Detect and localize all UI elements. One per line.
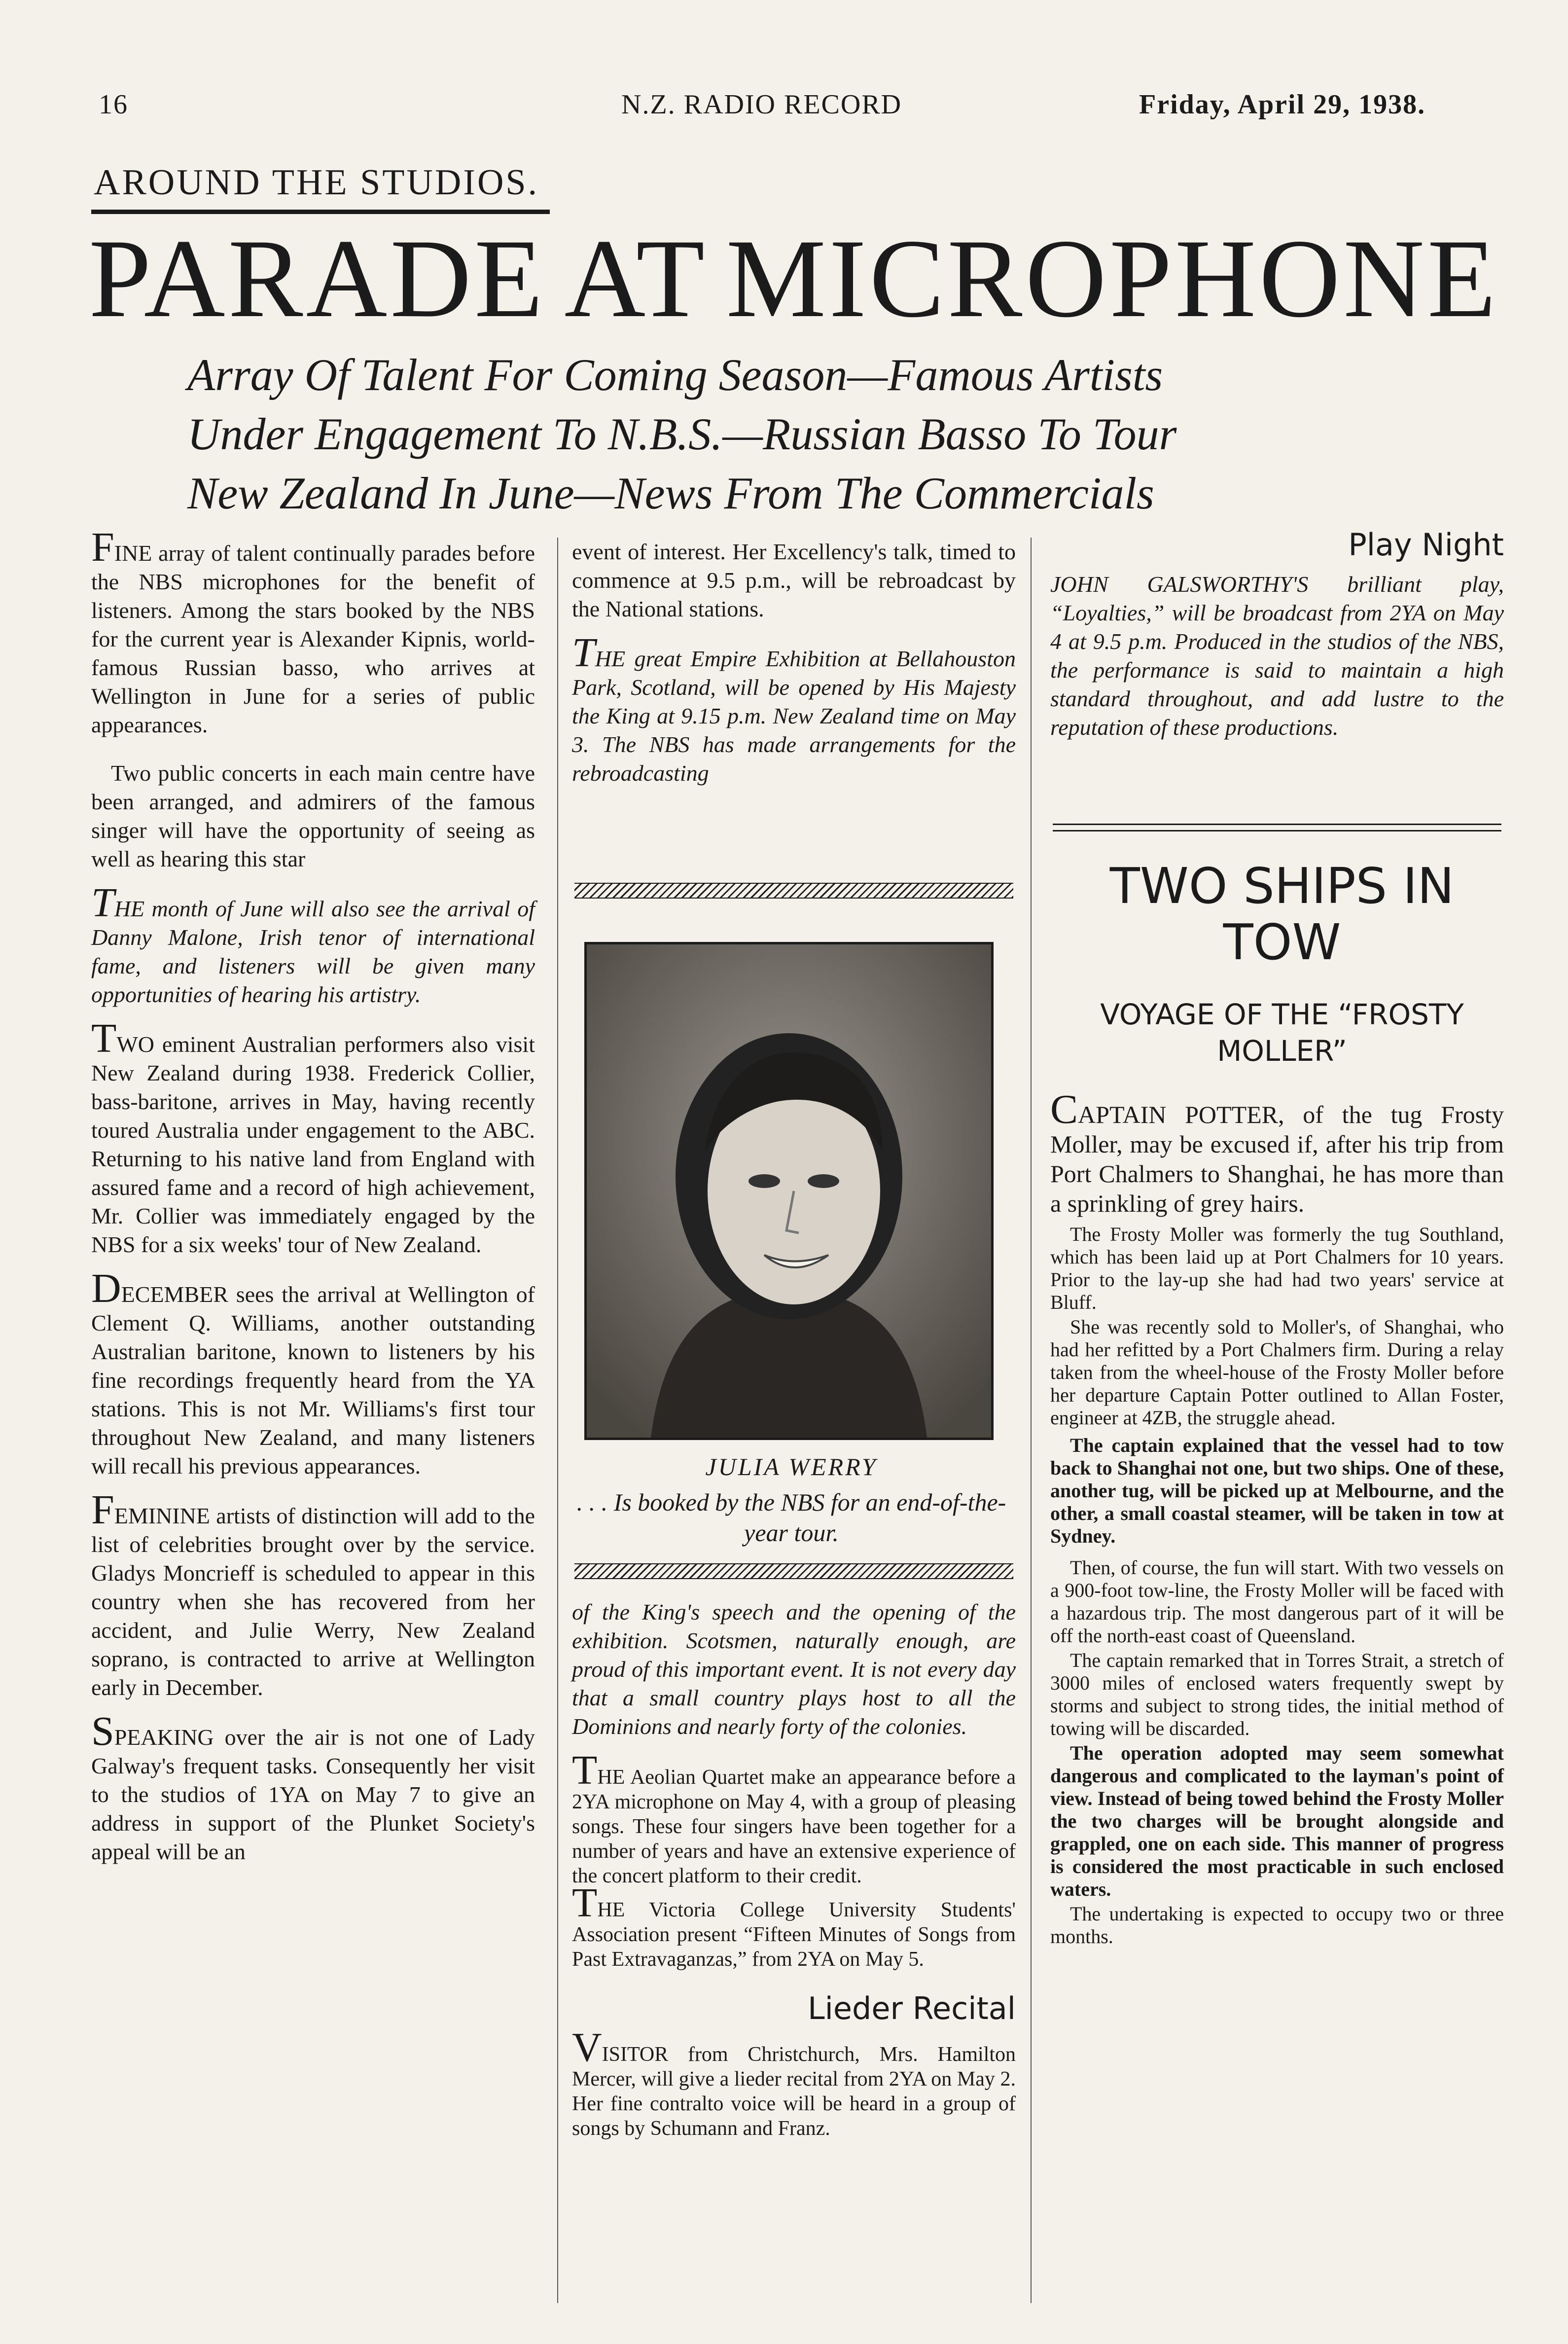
wavy-rule-2 xyxy=(574,1563,1013,1579)
two-ships-subtitle: VOYAGE OF THE “FROSTY MOLLER” xyxy=(1100,998,1464,1068)
para-concerts: Two public concerts in each main centre have been arranged, and admirers of the famous singer will have the opportunity of seeing as well as hearing this star xyxy=(91,760,535,871)
para-galway: SPEAKING over the air is not one of Lady Galway's frequent tasks. Consequently her visit to the studios of 1YA on May 7 to give an address in support of the Plunket Society's appeal will be an xyxy=(91,1708,535,1864)
headline-word-microphone: MICROPHONE xyxy=(726,216,1499,341)
column-1 xyxy=(91,524,535,1886)
publication-name: N.Z. RADIO RECORD xyxy=(621,89,902,120)
headline-word-at: AT xyxy=(564,216,708,341)
para-williams: DECEMBER sees the arrival at Wellington of Clement Q. Williams, another outstanding Australian baritone, known to listeners by his fine recordings frequently heard from the YA stations. This is not Mr. Williams's first tour throughout New Zealand, and many listeners will recall his previous appearances. xyxy=(91,1265,535,1479)
column-2-top xyxy=(572,538,1016,807)
subhead-line-2: Under Engagement To N.B.S.—Russian Basso To Tour xyxy=(187,409,1177,459)
play-night-title: Play Night xyxy=(1348,527,1504,563)
para-galsworthy: JOHN GALSWORTHY'S brilliant play, “Loyalties,” will be broadcast from 2YA on May 4 at 9.5 p.m. Produced in the studios of the NBS, the performance is said to maintain a high standard throughout, and add lustre to the reputation of these productions. xyxy=(1050,572,1504,740)
double-rule xyxy=(1053,824,1501,831)
para-lieder-recital: VISITOR from Christchurch, Mrs. Hamilton Mercer, will give a lieder recital from 2YA on May 2. Her fine contralto voice will be heard in a group of songs by Schumann and Franz. xyxy=(572,2024,1016,2140)
para-victoria-college: THE Victoria College University Students' Association present “Fifteen Minutes of Songs from Past Extravaganzas,” from 2YA on May 5. xyxy=(572,1880,1016,1971)
two-ships-title: TWO SHIPS IN TOW xyxy=(1109,857,1455,971)
para-undertaking: The undertaking is expected to occupy two or three months. xyxy=(1050,1903,1504,1947)
headline-word-parade: PARADE xyxy=(89,216,546,341)
para-torres-strait: The captain remarked that in Torres Strait, a stretch of 3000 miles of enclosed waters frequently swept by storms and subject to strong tides, the initial method of towing will be discarded. xyxy=(1050,1649,1504,1739)
column-3-body xyxy=(1050,1086,1504,1968)
para-two-ships: The captain explained that the vessel had to tow back to Shanghai not one, but two ships. One of these, another tug, will be picked up at Melbourne, and the other, a small coastal steamer, will be taken in tow at Sydney. xyxy=(1050,1434,1504,1547)
headline xyxy=(89,216,1499,341)
page-number: 16 xyxy=(99,89,128,120)
para-fun-starts: Then, of course, the fun will start. With two vessels on a 900-foot tow-line, the Frosty Moller will be faced with a hazardous trip. The most dangerous part of it will be off the north-east coast of Queensland. xyxy=(1050,1556,1504,1647)
para-operation: The operation adopted may seem somewhat dangerous and complicated to the layman's point of view. Instead of being towed behind the Frosty Moller the two charges will be brought alongside and grappled, one on each side. This manner of progress is considered the most practicable in such enclosed waters. xyxy=(1050,1742,1504,1900)
para-galway-cont: event of interest. Her Excellency's talk, timed to commence at 9.5 p.m., will be rebroadcast by the National stations. xyxy=(572,539,1016,621)
photo-julia-werry xyxy=(584,942,994,1440)
para-aeolian-quartet: THE Aeolian Quartet make an appearance before a 2YA microphone on May 4, with a group of pleasing songs. These four singers have been together for a number of years and have an extensive experience of the concert platform to their credit. xyxy=(572,1747,1016,1887)
subhead-line-1: Array Of Talent For Coming Season—Famous Artists xyxy=(187,350,1163,400)
column-divider-2 xyxy=(1031,538,1032,2303)
column-divider-1 xyxy=(557,538,558,2303)
para-feminine: FEMININE artists of distinction will add to the list of celebrities brought over by the service. Gladys Moncrieff is scheduled to appear in this country when she has recovered from her accident, and Julie Werry, New Zealand soprano, is contracted to arrive at Wellington early in December. xyxy=(91,1487,535,1700)
para-empire-exhibition: THE great Empire Exhibition at Bellahouston Park, Scotland, will be opened by His Majesty the King at 9.15 p.m. New Zealand time on May 3. The NBS has made arrangements for the rebroadcasting xyxy=(572,630,1016,786)
para-collier: TWO eminent Australian performers also visit New Zealand during 1938. Frederick Collier, bass-baritone, arrives in May, having recently toured Australia under engagement to the ABC. Returning to his native land from England with assured fame and a record of high achievement, Mr. Collier was immediately engaged by the NBS for a six weeks' tour of New Zealand. xyxy=(91,1015,535,1257)
para-potter: CAPTAIN POTTER, of the tug Frosty Moller, may be excused if, after his trip from Port Chalmers to Shanghai, he has more than a sprinkling of grey hairs. xyxy=(1050,1086,1504,1217)
section-label: AROUND THE STUDIOS. xyxy=(94,162,539,203)
para-kipnis: FINE array of talent continually parades before the NBS microphones for the benefit of listeners. Among the stars booked by the NBS for the current year is Alexander Kipnis, world-famous Russian basso, who arrives at Wellington in June for a series of public appearances. xyxy=(91,524,535,737)
lieder-recital-title: Lieder Recital xyxy=(808,1990,1016,2026)
section-rule xyxy=(91,210,550,214)
column-3-top xyxy=(1050,528,1504,761)
photo-caption-text: . . . Is booked by the NBS for an end-of-the-year tour. xyxy=(576,1488,1006,1547)
column-2-bottom xyxy=(572,1598,1016,2161)
photo-caption-name: JULIA WERRY xyxy=(705,1453,878,1480)
para-mollers: She was recently sold to Moller's, of Shanghai, who had her refitted by a Port Chalmers firm. During a relay taken from the wheel-house of the Frosty Moller before her departure Captain Potter outlined to Allan Foster, engineer at 4ZB, the struggle ahead. xyxy=(1050,1316,1504,1429)
para-malone: THE month of June will also see the arrival of Danny Malone, Irish tenor of international fame, and listeners will be given many opportunities of hearing his artistry. xyxy=(91,880,535,1007)
para-kings-speech: of the King's speech and the opening of the exhibition. Scotsmen, naturally enough, are proud of this important event. It is not every day that a small country plays host to all the Dominions and nearly forty of the colonies. xyxy=(572,1599,1016,1739)
para-southland: The Frosty Moller was formerly the tug Southland, which has been laid up at Port Chalmers for 10 years. Prior to the lay-up she had had two years' service at Bluff. xyxy=(1050,1223,1504,1313)
subhead-line-3: New Zealand In June—News From The Commercials xyxy=(187,468,1154,518)
issue-date: Friday, April 29, 1938. xyxy=(1139,89,1426,120)
portrait-illustration xyxy=(587,944,991,1438)
wavy-rule-1 xyxy=(574,883,1013,899)
